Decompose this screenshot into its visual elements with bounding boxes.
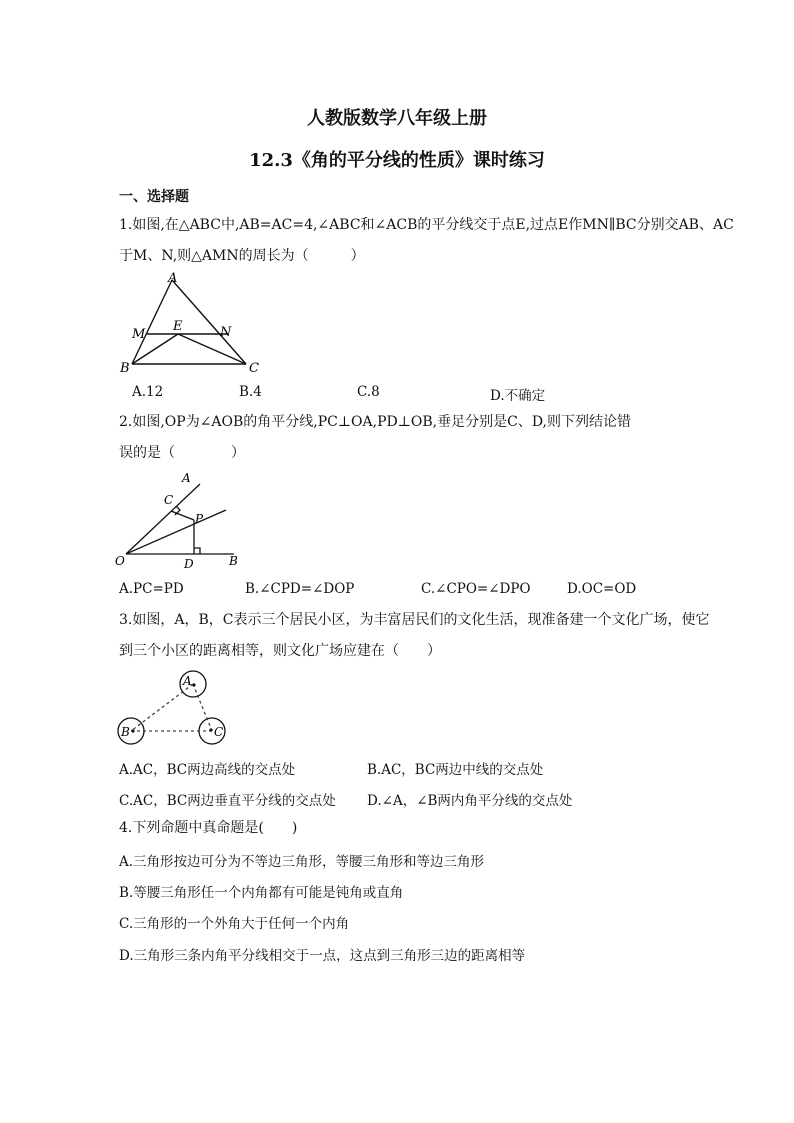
q1-label-a: A bbox=[168, 271, 178, 286]
q2-label-p: P bbox=[195, 512, 204, 526]
q2-label-d: D bbox=[184, 557, 194, 571]
q3-label-a: A bbox=[183, 674, 192, 688]
q2-stem-line2: 误的是（ ） bbox=[119, 445, 245, 461]
q2-option-d[interactable]: D.OC=OD bbox=[567, 581, 637, 597]
q2-figure-angle bbox=[112, 468, 252, 572]
q1-label-n: N bbox=[220, 325, 232, 340]
q3-option-d[interactable]: D.∠A，∠B两内角平分线的交点处 bbox=[367, 793, 573, 809]
q2-label-b: B bbox=[229, 554, 238, 568]
q2-label-c: C bbox=[164, 493, 174, 507]
q3-option-a[interactable]: A.AC，BC两边高线的交点处 bbox=[119, 762, 296, 778]
q3-figure-residential-areas bbox=[112, 664, 242, 748]
q3-option-b[interactable]: B.AC，BC两边中线的交点处 bbox=[367, 762, 544, 778]
q3-label-b: B bbox=[121, 725, 130, 739]
q4-stem: 4.下列命题中真命题是( ) bbox=[119, 820, 298, 836]
q4-option-c[interactable]: C.三角形的一个外角大于任何一个内角 bbox=[119, 916, 350, 932]
q3-option-c[interactable]: C.AC，BC两边垂直平分线的交点处 bbox=[119, 793, 336, 809]
q2-option-b[interactable]: B.∠CPD=∠DOP bbox=[245, 581, 355, 597]
q1-label-c: C bbox=[249, 361, 259, 376]
q1-stem-line2: 于M、N,则△AMN的周长为（ ） bbox=[119, 248, 365, 264]
q3-stem-line2: 到三个小区的距离相等，则文化广场应建在（ ） bbox=[119, 643, 441, 659]
q1-label-m: M bbox=[132, 327, 146, 342]
q1-label-b: B bbox=[120, 361, 130, 376]
q1-option-c[interactable]: C.8 bbox=[357, 384, 380, 400]
q2-option-a[interactable]: A.PC=PD bbox=[119, 581, 184, 597]
q2-option-c[interactable]: C.∠CPO=∠DPO bbox=[421, 581, 531, 597]
q3-label-c: C bbox=[214, 725, 224, 739]
q2-label-a: A bbox=[182, 471, 191, 485]
q1-label-e: E bbox=[173, 319, 183, 334]
q1-option-b[interactable]: B.4 bbox=[239, 384, 262, 400]
q4-option-b[interactable]: B.等腰三角形任一个内角都有可能是钝角或直角 bbox=[119, 885, 404, 901]
q2-stem-line1: 2.如图,OP为∠AOB的角平分线,PC⊥OA,PD⊥OB,垂足分别是C、D,则下列结论错 bbox=[119, 414, 632, 430]
section-heading: 一、选择题 bbox=[119, 189, 189, 205]
q1-option-a[interactable]: A.12 bbox=[132, 384, 164, 400]
q1-option-d[interactable]: D.不确定 bbox=[490, 388, 546, 404]
q1-figure-triangle bbox=[112, 268, 272, 378]
page-title: 人教版数学八年级上册 bbox=[307, 108, 487, 129]
page-subtitle: 12.3《角的平分线的性质》课时练习 bbox=[249, 150, 545, 171]
q1-stem-line1: 1.如图,在△ABC中,AB=AC=4,∠ABC和∠ACB的平分线交于点E,过点E作MN∥BC分别交AB、AC bbox=[119, 217, 734, 233]
q4-option-a[interactable]: A.三角形按边可分为不等边三角形，等腰三角形和等边三角形 bbox=[119, 854, 485, 870]
q4-option-d[interactable]: D.三角形三条内角平分线相交于一点，这点到三角形三边的距离相等 bbox=[119, 948, 526, 964]
q2-label-o: O bbox=[115, 554, 125, 568]
q3-stem-line1: 3.如图，A，B，C表示三个居民小区，为丰富居民们的文化生活，现准备建一个文化广场，使它 bbox=[119, 612, 710, 628]
